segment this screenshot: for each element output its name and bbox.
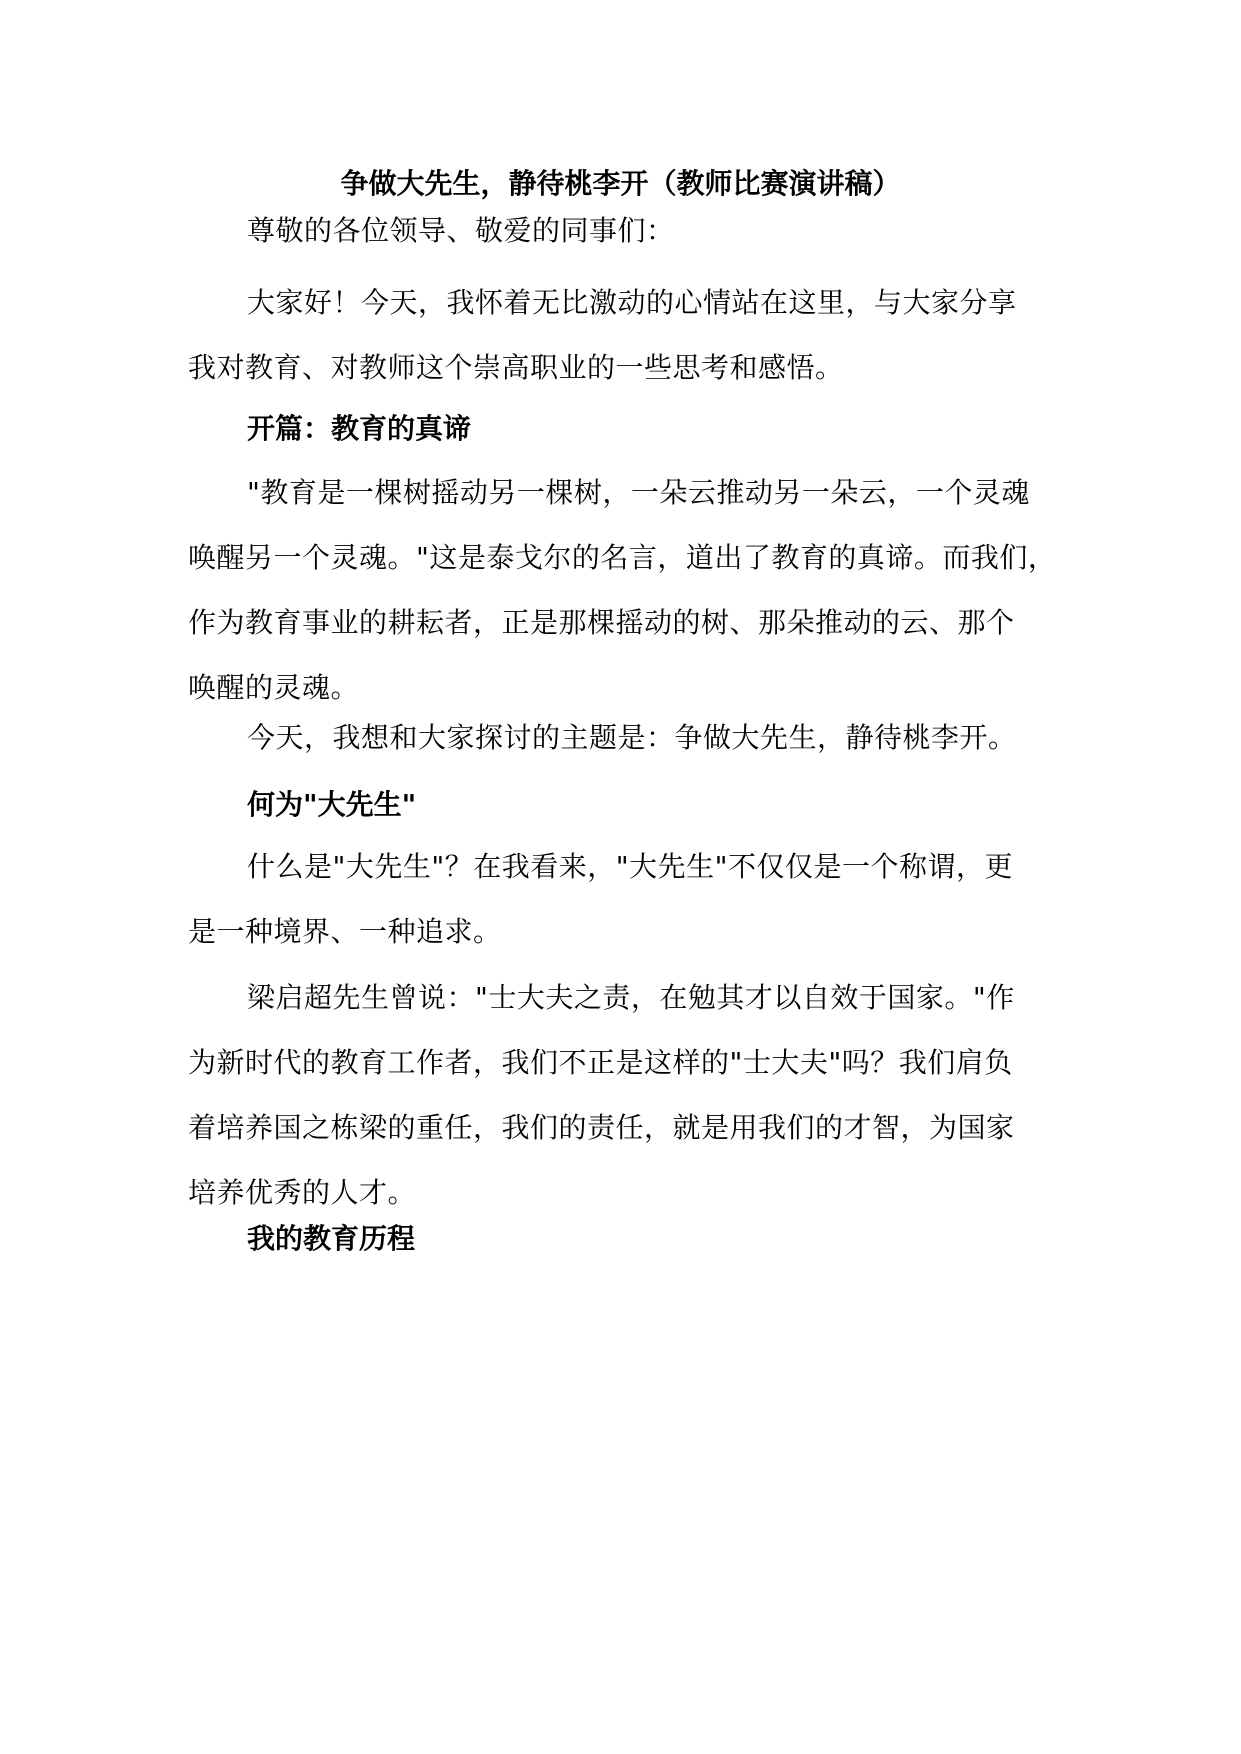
theme-paragraph — [188, 705, 1063, 770]
document-title: 争做大先生，静待桃李开（教师比赛演讲稿） — [340, 167, 901, 200]
what-paragraph — [188, 834, 1063, 964]
liang-line-4: 培养优秀的人才。 — [188, 1176, 417, 1209]
quote-paragraph — [188, 460, 1063, 720]
quote-line-2: 唤醒另一个灵魂。"这是泰戈尔的名言，道出了教育的真谛。而我们， — [188, 541, 1057, 574]
liang-line-1: 梁启超先生曾说："士大夫之责，在勉其才以自效于国家。"作 — [247, 981, 1015, 1014]
intro-line-1: 大家好！今天，我怀着无比激动的心情站在这里，与大家分享 — [247, 286, 1017, 319]
quote-line-1: "教育是一棵树摇动另一棵树，一朵云推动另一朵云，一个灵魂 — [247, 476, 1030, 509]
salutation — [188, 198, 1063, 263]
intro-line-2: 我对教育、对教师这个崇高职业的一些思考和感悟。 — [188, 351, 844, 384]
liang-paragraph — [188, 965, 1063, 1225]
heading-journey: 我的教育历程 — [247, 1222, 416, 1255]
heading-opening: 开篇：教育的真谛 — [247, 412, 472, 445]
quote-line-4: 唤醒的灵魂。 — [188, 671, 360, 704]
theme-line: 今天，我想和大家探讨的主题是：争做大先生，静待桃李开。 — [247, 721, 1017, 754]
liang-line-3: 着培养国之栋梁的重任，我们的责任，就是用我们的才智，为国家 — [188, 1111, 1015, 1144]
intro-paragraph — [188, 270, 1063, 400]
quote-line-3: 作为教育事业的耕耘者，正是那棵摇动的树、那朵推动的云、那个 — [188, 606, 1015, 639]
salutation-line: 尊敬的各位领导、敬爱的同事们： — [247, 214, 675, 247]
liang-line-2: 为新时代的教育工作者，我们不正是这样的"士大夫"吗？我们肩负 — [188, 1046, 1013, 1079]
what-line-2: 是一种境界、一种追求。 — [188, 915, 502, 948]
heading-what-is: 何为"大先生" — [247, 788, 417, 821]
what-line-1: 什么是"大先生"？在我看来，"大先生"不仅仅是一个称谓，更 — [247, 850, 1014, 883]
